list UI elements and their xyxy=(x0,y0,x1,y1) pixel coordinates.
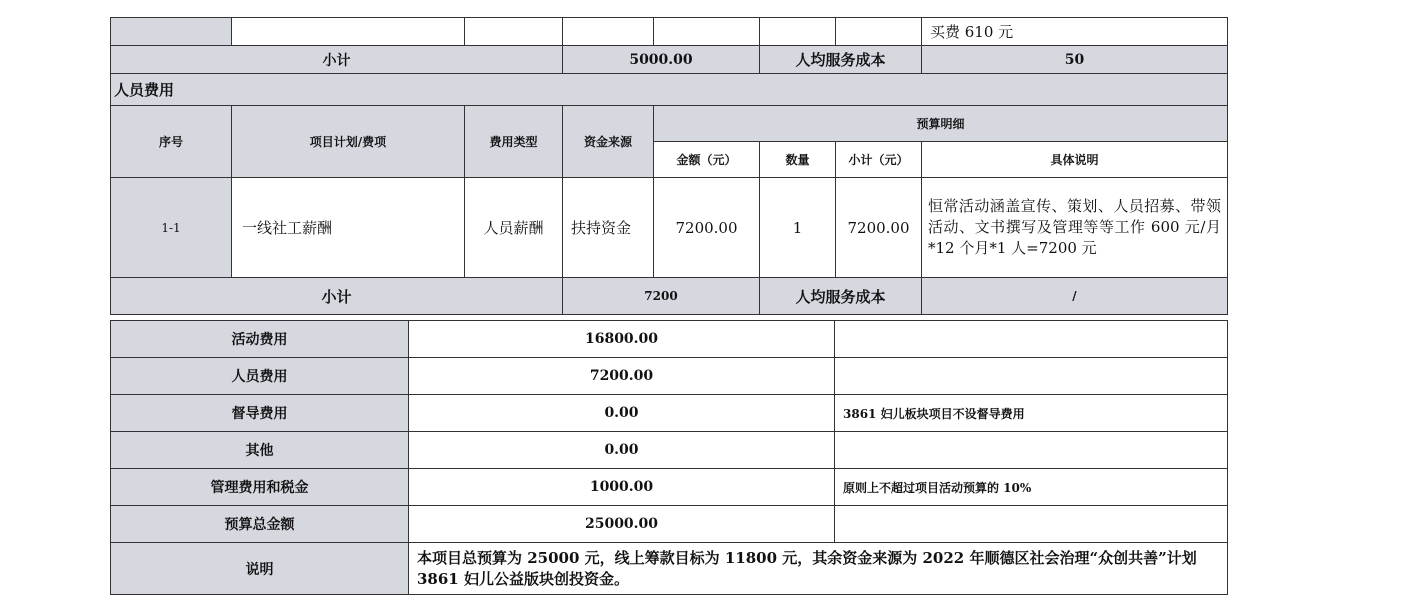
summary-note xyxy=(835,432,1228,469)
explanation-label: 说明 xyxy=(111,543,409,595)
summary-note xyxy=(835,321,1228,358)
row-quantity: 1 xyxy=(760,178,836,278)
per-capita-cost-value: / xyxy=(922,278,1228,315)
per-capita-cost-value: 50 xyxy=(922,46,1228,74)
table-cell xyxy=(111,18,232,46)
subtotal-label: 小计 xyxy=(111,46,563,74)
header-item: 项目计划/费项 xyxy=(232,106,465,178)
summary-note: 原则上不超过项目活动预算的 10% xyxy=(835,469,1228,506)
header-description: 具体说明 xyxy=(922,142,1228,178)
summary-note xyxy=(835,358,1228,395)
header-index: 序号 xyxy=(111,106,232,178)
explanation-text: 本项目总预算为 25000 元，线上筹款目标为 11800 元，其余资金来源为 2022 年顺德区社会治理“众创共善”计划 3861 妇儿公益版块创投资金。 xyxy=(409,543,1228,595)
summary-value: 0.00 xyxy=(409,432,835,469)
row-amount: 7200.00 xyxy=(654,178,760,278)
row-fund-source: 扶持资金 xyxy=(563,178,654,278)
table-cell xyxy=(836,18,922,46)
table-row xyxy=(111,178,1228,278)
summary-value: 0.00 xyxy=(409,395,835,432)
header-fund-source: 资金来源 xyxy=(563,106,654,178)
summary-label: 其他 xyxy=(111,432,409,469)
personnel-subtotal-row xyxy=(111,278,1228,315)
activity-subtotal-row xyxy=(111,46,1228,74)
summary-label: 预算总金额 xyxy=(111,506,409,543)
table-cell xyxy=(232,18,465,46)
summary-value: 1000.00 xyxy=(409,469,835,506)
table-cell xyxy=(654,18,760,46)
summary-label: 管理费用和税金 xyxy=(111,469,409,506)
table-cell xyxy=(465,18,563,46)
summary-row xyxy=(111,432,1228,469)
table-header-row xyxy=(111,106,1228,142)
row-subtotal: 7200.00 xyxy=(836,178,922,278)
budget-summary-table xyxy=(110,320,1228,595)
subtotal-amount: 5000.00 xyxy=(563,46,760,74)
fee-note-cell: 买费 610 元 xyxy=(922,18,1228,46)
section-title-row xyxy=(111,74,1228,106)
summary-row xyxy=(111,395,1228,432)
summary-label: 活动费用 xyxy=(111,321,409,358)
subtotal-amount: 7200 xyxy=(563,278,760,315)
table-cell xyxy=(760,18,836,46)
explanation-row xyxy=(111,543,1228,595)
summary-label: 督导费用 xyxy=(111,395,409,432)
table-row xyxy=(111,18,1228,46)
table-cell xyxy=(563,18,654,46)
budget-table-upper xyxy=(110,17,1228,315)
per-capita-cost-label: 人均服务成本 xyxy=(760,46,922,74)
summary-value: 7200.00 xyxy=(409,358,835,395)
per-capita-cost-label: 人均服务成本 xyxy=(760,278,922,315)
summary-note: 3861 妇儿板块项目不设督导费用 xyxy=(835,395,1228,432)
summary-row xyxy=(111,358,1228,395)
header-fee-type: 费用类型 xyxy=(465,106,563,178)
personnel-section-title: 人员费用 xyxy=(111,74,1228,106)
header-quantity: 数量 xyxy=(760,142,836,178)
summary-note xyxy=(835,506,1228,543)
summary-row xyxy=(111,506,1228,543)
row-description: 恒常活动涵盖宣传、策划、人员招募、带领活动、文书撰写及管理等等工作 600 元/月*12 个月*1 人=7200 元 xyxy=(922,178,1228,278)
header-budget-detail: 预算明细 xyxy=(654,106,1228,142)
row-fee-type: 人员薪酬 xyxy=(465,178,563,278)
subtotal-label: 小计 xyxy=(111,278,563,315)
summary-row xyxy=(111,321,1228,358)
summary-label: 人员费用 xyxy=(111,358,409,395)
header-subtotal: 小计（元） xyxy=(836,142,922,178)
summary-value: 16800.00 xyxy=(409,321,835,358)
header-amount: 金额（元） xyxy=(654,142,760,178)
summary-value: 25000.00 xyxy=(409,506,835,543)
summary-row xyxy=(111,469,1228,506)
row-index: 1-1 xyxy=(111,178,232,278)
row-item: 一线社工薪酬 xyxy=(232,178,465,278)
